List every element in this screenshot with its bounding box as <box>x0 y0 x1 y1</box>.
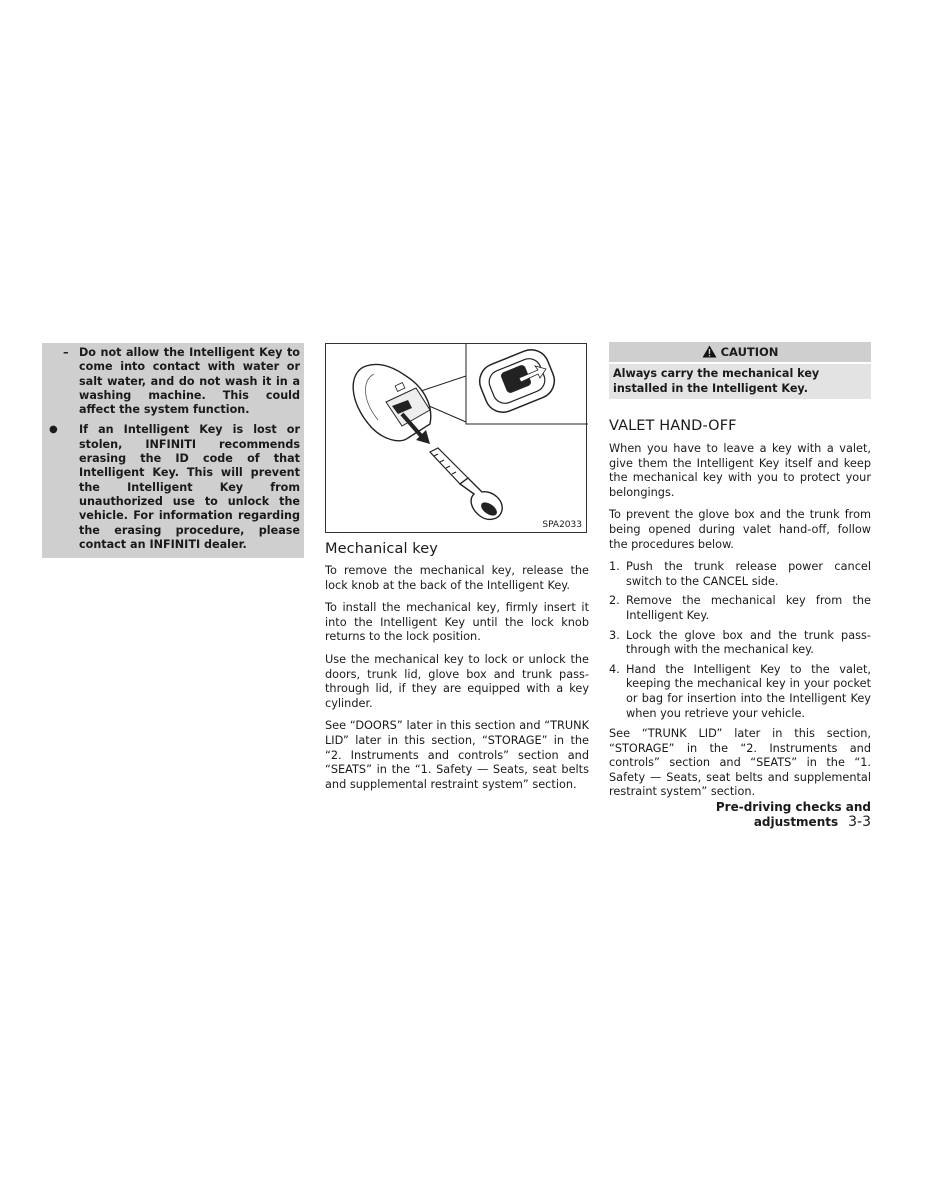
footer-section-title: Pre-driving checks and adjustments <box>715 800 871 829</box>
mechanical-key <box>430 448 502 519</box>
valet-paragraph-1: When you have to leave a key with a valet, give them the Intelligent Key itself and keep the mechanical key with you to protect your belongings. <box>609 442 871 499</box>
valet-heading: VALET HAND-OFF <box>609 418 737 434</box>
dash-mark: – <box>63 346 69 359</box>
note-dash-item <box>46 346 300 417</box>
note-dash-text: Do not allow the Intelligent Key to come into contact with water or salt water, and do not wash it in a washing machine. This could affect the system function. <box>79 346 300 417</box>
note-bullet-text: If an Intelligent Key is lost or stolen, INFINITI recommends erasing the ID code of that Intelligent Key. This will prevent the Intelligent Key from unauthorized use to unlock the vehicle. For information regarding the erasing procedure, please contact an INFINITI dealer. <box>79 423 300 551</box>
mechanical-paragraph-3: Use the mechanical key to lock or unlock the doors, trunk lid, glove box and trunk pass-through lid, if they are equipped with a key cylinder. <box>325 652 589 710</box>
valet-step <box>609 594 871 623</box>
figure-code: SPA2033 <box>542 520 582 530</box>
mechanical-paragraph-2: To install the mechanical key, firmly insert it into the Intelligent Key until the lock knob returns to the lock position. <box>325 601 589 644</box>
valet-step <box>609 629 871 658</box>
lock-knob-closeup <box>474 344 559 417</box>
caution-header <box>609 342 871 362</box>
key-illustration <box>325 343 587 533</box>
step-number: 2. <box>609 594 620 608</box>
warning-triangle-icon <box>702 345 717 358</box>
note-bullet-item <box>46 423 300 552</box>
step-number: 4. <box>609 662 620 676</box>
step-number: 3. <box>609 628 620 642</box>
valet-steps <box>609 560 871 721</box>
right-column <box>609 342 871 808</box>
valet-paragraph-2: To prevent the glove box and the trunk from being opened during valet hand-off, follow the procedures below. <box>609 508 871 551</box>
valet-step <box>609 663 871 721</box>
step-text: Hand the Intelligent Key to the valet, keeping the mechanical key in your pocket or bag for insertion into the Intelligent Key when you retrieve your vehicle. <box>626 662 871 720</box>
valet-paragraph-3: See “TRUNK LID” later in this section, “STORAGE” in the “2. Instruments and controls” section and “SEATS” in the “1. Safety — Seats, seat belts and supplemental restraint system” section. <box>609 727 871 799</box>
page-number: 3-3 <box>848 814 871 830</box>
caution-text: Always carry the mechanical key installed in the Intelligent Key. <box>609 364 871 399</box>
mechanical-paragraph-1: To remove the mechanical key, release the lock knob at the back of the Intelligent Key. <box>325 564 589 592</box>
caution-label: CAUTION <box>720 345 779 359</box>
step-text: Lock the glove box and the trunk pass-through with the mechanical key. <box>626 628 871 657</box>
intelligent-key-drawing <box>326 344 588 534</box>
note-box <box>42 343 304 558</box>
step-number: 1. <box>609 560 620 574</box>
page-footer <box>609 799 871 830</box>
mechanical-paragraph-4: See “DOORS” later in this section and “TRUNK LID” later in this section, “STORAGE” in the “2. Instruments and controls” section and “SEATS” in the “1. Safety — Seats, seat belts and supplemental restraint system” section. <box>325 719 589 791</box>
key-fob <box>353 364 431 440</box>
valet-step <box>609 560 871 589</box>
step-text: Remove the mechanical key from the Intelligent Key. <box>626 594 871 622</box>
bullet-mark: ● <box>49 424 58 436</box>
step-text: Push the trunk release power cancel switch to the CANCEL side. <box>626 560 871 588</box>
middle-column <box>325 343 589 800</box>
mechanical-key-heading: Mechanical key <box>325 541 438 557</box>
